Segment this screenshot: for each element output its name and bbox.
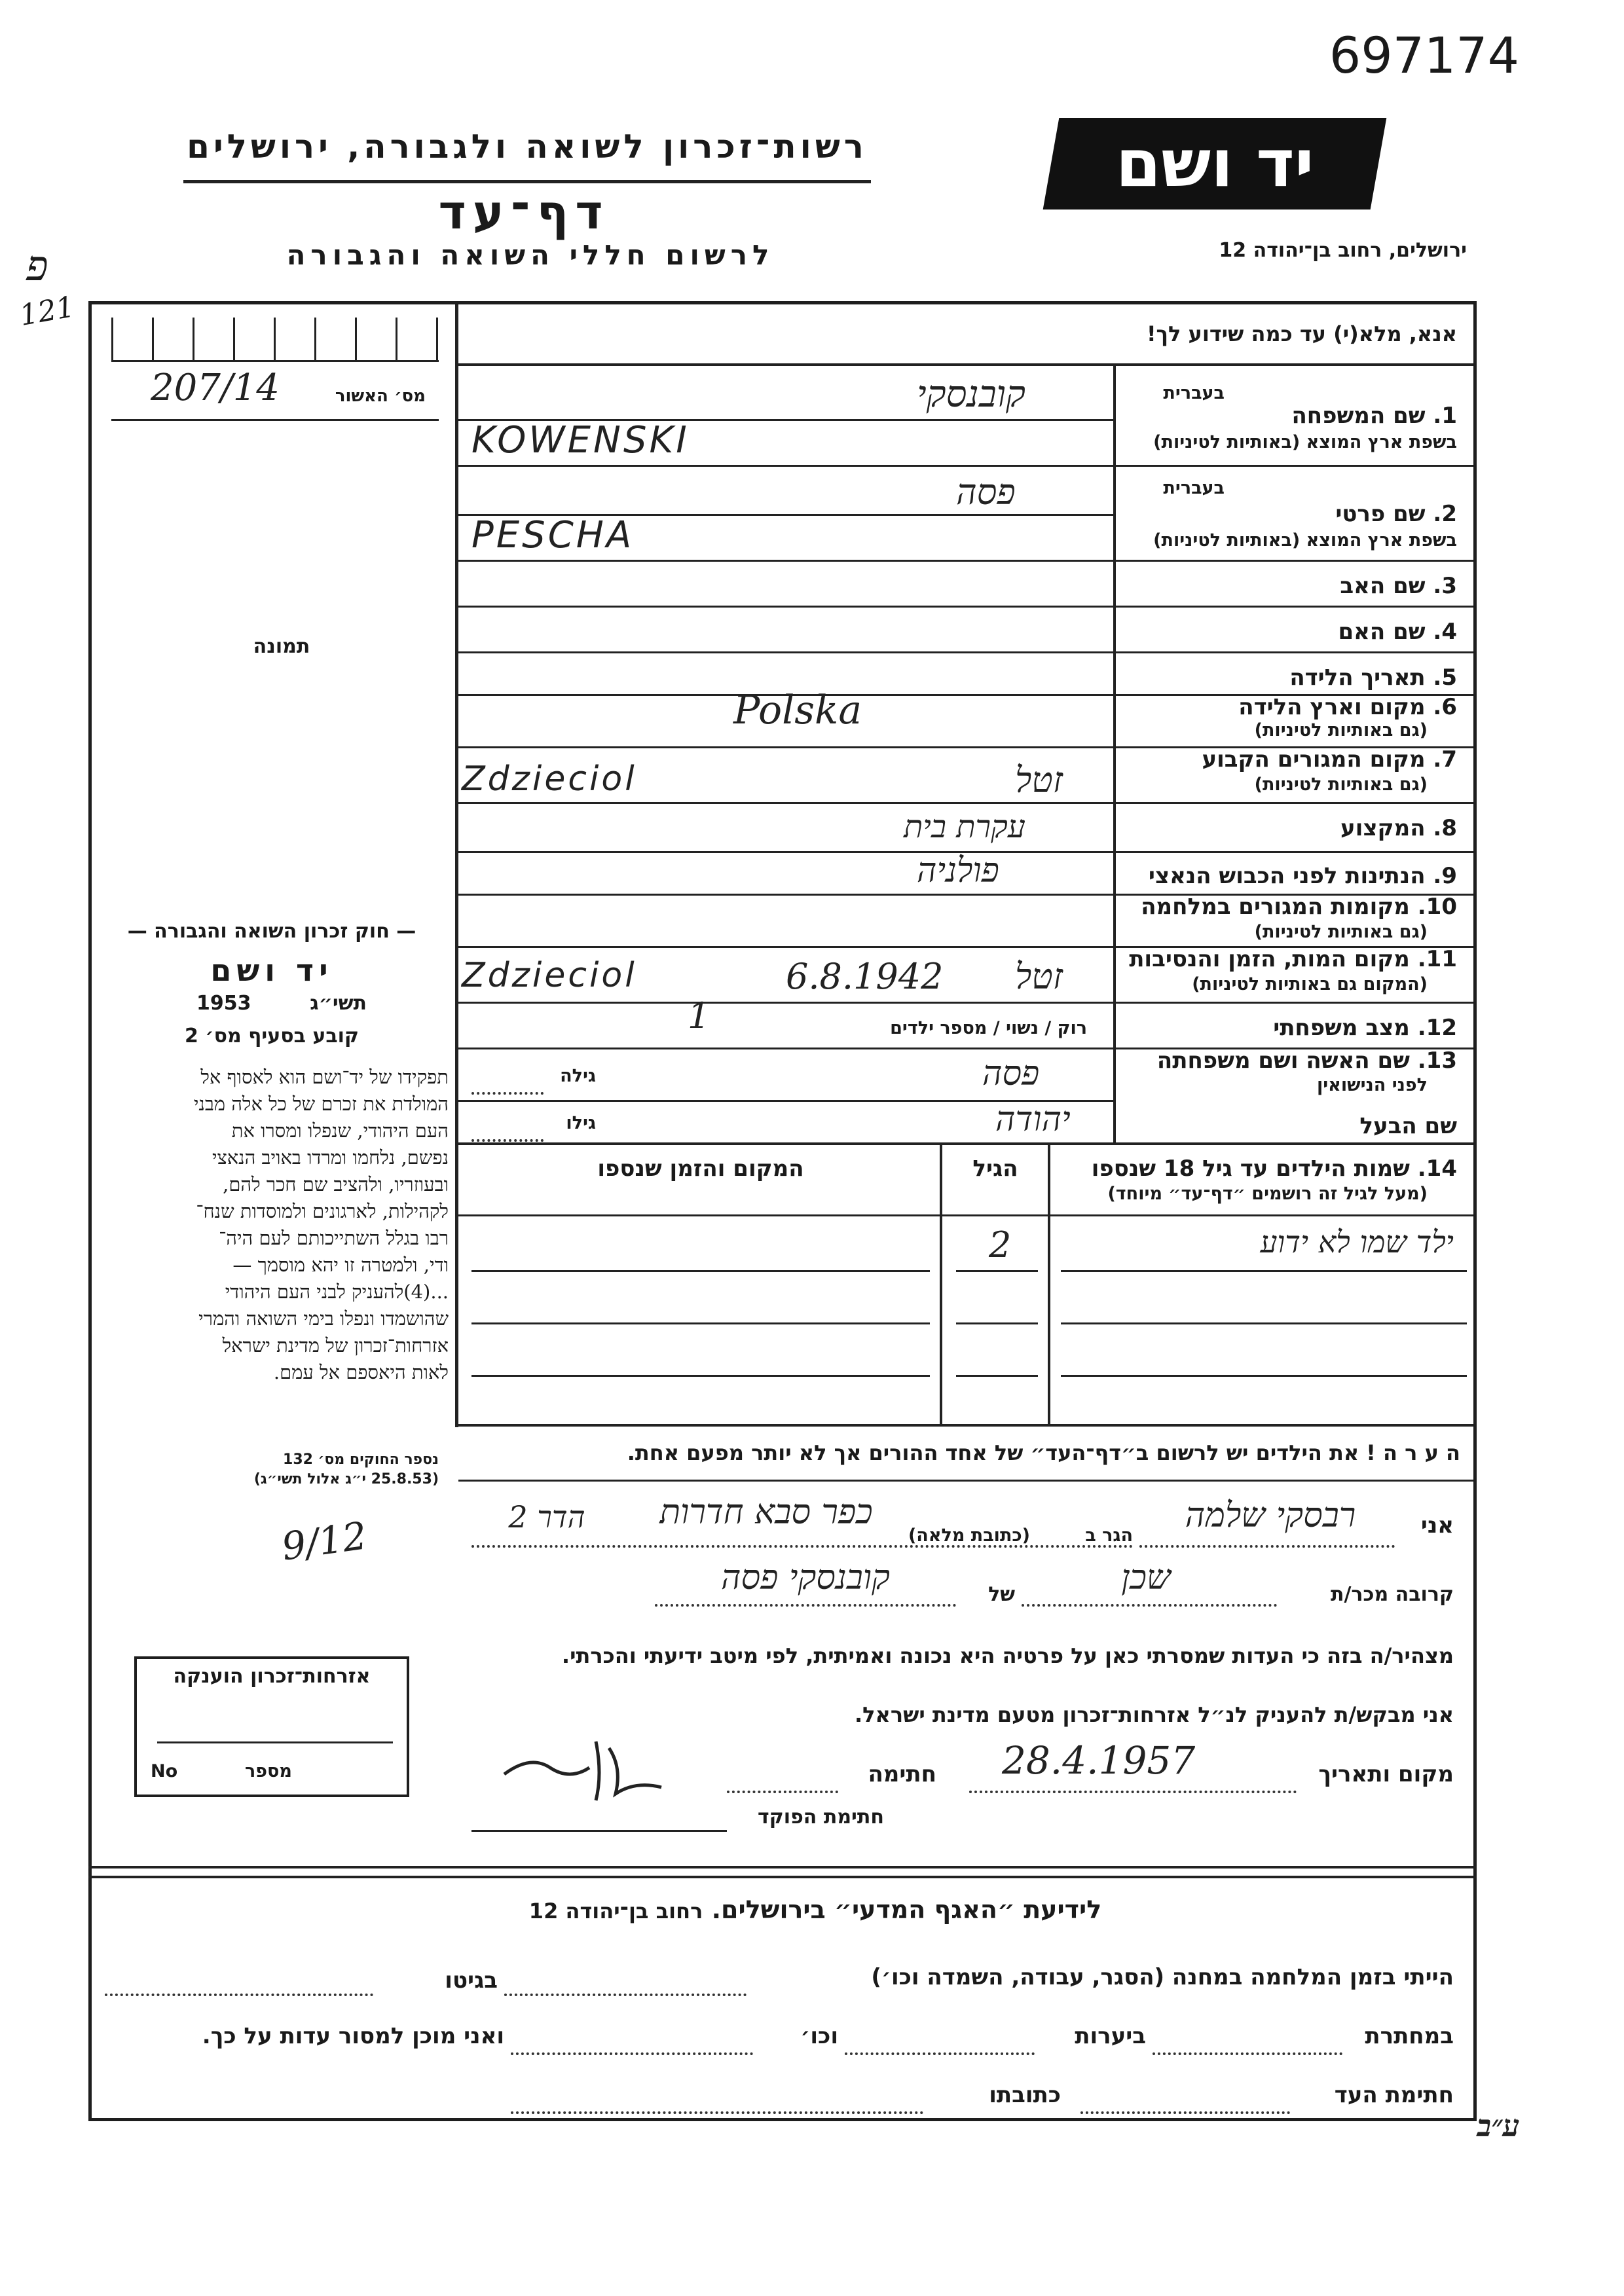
yad-vashem-logo: יד ושם [1043, 118, 1387, 210]
family-name-hebrew[interactable]: קובנסקי [917, 373, 1026, 416]
grant-number-sign: No [151, 1761, 178, 1781]
field-12-label: 12. מצב משפחתי [1273, 1015, 1457, 1041]
wife-age-label: גילה [560, 1066, 596, 1086]
marital-children-count[interactable]: 1 [688, 995, 710, 1036]
death-date[interactable]: 6.8.1942 [786, 956, 944, 997]
field-1-lang: בעברית [1163, 383, 1225, 403]
law-title: — חוק זכרון השואה והגבורה — [127, 920, 416, 943]
law-name: יד ושם [210, 953, 333, 988]
margin-letter: פ [26, 242, 48, 291]
field-2-sub: בשפת ארץ המוצא (באותיות לטיניות) [1153, 530, 1457, 551]
gazette-ref: נספר החוקים מס׳ 132 (25.8.53 י״ג אלול תשי״ג) [253, 1451, 439, 1487]
field-7-sub: (גם באותיות לטיניות) [1254, 774, 1428, 795]
declarant-address[interactable]: כפר סבא חדרות [659, 1493, 873, 1532]
field-10-sub: (גם באותיות לטיניות) [1254, 922, 1428, 942]
footer-title-row: לידיעת ״האגף המדעי״ בירושלים. רחוב בן־יהודה 12 [528, 1895, 1102, 1924]
relation-value[interactable]: שכן [1121, 1558, 1171, 1597]
children-label: 14. שמות הילדים עד גיל 18 שנספו [1091, 1156, 1457, 1182]
law-year-he: תשי״ג [310, 992, 367, 1015]
citizenship-value[interactable]: פולניה [917, 851, 999, 890]
first-name-latin[interactable]: PESCHA [471, 514, 635, 556]
footer-ready: ואני מוכן למסור עדות על כך. [202, 2023, 504, 2049]
declarant-address-number[interactable]: 9/12 [278, 1513, 370, 1569]
authority-name: רשות־זכרון לשואה ולגבורה, ירושלים [187, 128, 868, 166]
declarant-signature[interactable] [491, 1728, 714, 1807]
field-6-sub: (גם באותיות לטיניות) [1254, 720, 1428, 740]
resides-label: הגר ב [1085, 1525, 1133, 1546]
footer-hiding: במחתרת [1365, 2023, 1454, 2049]
family-name-latin[interactable]: KOWENSKI [471, 419, 690, 462]
children-sub: (מעל לגיל זה רושמים ״דף־עד״ מיוחד) [1107, 1184, 1428, 1204]
birthplace-latin[interactable]: Polska [733, 687, 862, 733]
declarant-name[interactable]: רבסקי שלמה [1185, 1496, 1356, 1535]
children-age-header: הגיל [972, 1156, 1018, 1182]
husband-name-value[interactable]: יהודה [995, 1100, 1071, 1139]
first-name-hebrew[interactable]: פסה [956, 471, 1016, 513]
footer-ghetto: בגיטו [445, 1967, 498, 1994]
signature-label: חתימה [868, 1761, 936, 1787]
field-13-sub: לפני הנישואין [1316, 1075, 1428, 1095]
law-year-row [196, 992, 367, 1015]
law-clause: קובע בסעיף מס׳ 2 [184, 1025, 360, 1048]
signature-scribble [491, 1728, 714, 1807]
top-handwritten-number: 697174 [1329, 26, 1519, 84]
approval-label: מס׳ האשור [335, 386, 426, 406]
field-1-sub: בשפת ארץ המוצא (באותיות לטיניות) [1153, 432, 1457, 452]
footer-camp-line: הייתי בזמן המלחמה במחנה (הסגר, עבודה, השמדה וכו׳) [871, 1964, 1454, 1990]
field-6-label: 6. מקום וארץ הלידה [1238, 694, 1457, 720]
field-9-label: 9. הנתינות לפני הכבוש הנאצי [1148, 863, 1457, 889]
relation-label: קרובה מכר/ת [1330, 1583, 1454, 1606]
declarant-address-extra[interactable]: הדר 2 [508, 1499, 585, 1535]
of-label: של [988, 1583, 1015, 1606]
law-year: 1953 [196, 992, 251, 1015]
grant-number-label: מספר [245, 1761, 292, 1781]
field-5-label: 5. תאריך הלידה [1289, 665, 1457, 691]
husband-age-label: גילו [566, 1113, 596, 1133]
children-note: ה ע ר ה ! את הילדים יש לרשום ב״דף־העד״ של אחד ההורים אך לא יותר מפעם אחת. [627, 1440, 1460, 1465]
photo-label: תמונה [253, 635, 310, 658]
field-10-label: 10. מקומות המגורים במלחמה [1141, 894, 1457, 920]
header-address: ירושלים, רחוב בן־יהודה 12 [1219, 239, 1467, 262]
address-label: (כתובת מלאה) [908, 1525, 1031, 1546]
field-8-label: 8. המקצוע [1340, 815, 1457, 841]
approval-number[interactable]: 207/14 [151, 367, 280, 409]
field-7-label: 7. מקום המגורים הקבוע [1202, 746, 1457, 773]
field-4-label: 4. שם האם [1338, 619, 1457, 645]
field-3-label: 3. שם האב [1340, 573, 1457, 599]
declaration-request: אני מבקש/ת להעניק לנ״ל אזרחות־זכרון מטעם מדינת ישראל. [855, 1702, 1454, 1727]
page-title: דף־עד [438, 185, 610, 240]
approval-boxes [111, 318, 439, 362]
law-text: תפקידו של יד־ושם הוא לאסוף אל המולדת את זכרם של כל אלה מבני העם היהודי, שנפלו ומסרו את נפשם, נלחמו ומרדו באויב הנאצי ובעוזריו, ולהציב שם חכר להם, לקהילות, לארגונים ולמוסדות שנח־ רבו בגלל השתייכותם לעם היה־ ודי, ולמטרה זו יהא מוסמך — ...(4)להעניק לבני העם היהודי שהושמדו ונפלו בימי השואה והמרי אזרחות־זכרון של מדינת ישראל לאות היאספם אל עמם. [193, 1066, 449, 1383]
official-signature-label: חתימת הפוקד [758, 1806, 884, 1829]
field-13-label: 13. שם האשה ושם משפחתה [1156, 1048, 1457, 1074]
footer-forests: ביערות [1075, 2023, 1146, 2049]
place-date-label: מקום ותאריך [1318, 1761, 1454, 1787]
margin-number: 121 [17, 290, 77, 333]
marital-options: רוק / נשוי / מספר ילדים [890, 1018, 1087, 1038]
child-1-age[interactable]: 2 [989, 1224, 1012, 1266]
field-2-lang: בעברית [1163, 478, 1225, 498]
footer-witness-signature: חתימת העד [1334, 2082, 1454, 2108]
field-2-label: 2. שם פרטי [1335, 501, 1457, 527]
declaration-ani: אני [1420, 1512, 1454, 1539]
residence-hebrew[interactable]: זטל [1015, 759, 1063, 801]
wife-name-value[interactable]: פסה [982, 1054, 1040, 1093]
husband-label: שם הבעל [1359, 1113, 1457, 1139]
page-subtitle: לרשום חללי השואה והגבורה [286, 239, 775, 271]
children-place-header: המקום והזמן שנספו [597, 1156, 804, 1182]
footer-etc: וכו׳ [800, 2023, 838, 2049]
form-intro: אנא, מלא(י) עד כמה שידוע לך! [1146, 321, 1457, 346]
footer-address-label: כתובתו [989, 2082, 1061, 2108]
declaration-date[interactable]: 28.4.1957 [1002, 1738, 1196, 1783]
residence-latin[interactable]: Zdzieciol [462, 759, 637, 799]
field-11-sub: (המקום גם באותיות לטיניות) [1192, 974, 1428, 994]
grant-box-title: אזרחות־זכרון הוענקה [173, 1665, 371, 1688]
child-1-name[interactable]: ילד שמו לא ידוע [1260, 1224, 1454, 1260]
declaration-statement: מצהיר/ה בזה כי העדות שמסרתי כאן על פרטיה היא נכונה ואמיתית, לפי מיטב ידיעתי והכרתי. [561, 1643, 1454, 1668]
field-11-label: 11. מקום המות, הזמן והנסיבות [1129, 946, 1457, 972]
field-1-label: 1. שם המשפחה [1291, 403, 1457, 429]
of-name-value[interactable]: קובנסקי פסה [721, 1558, 890, 1597]
profession-value[interactable]: עקרת בית [904, 809, 1025, 845]
death-place-hebrew[interactable]: זטל [1015, 956, 1063, 997]
death-place-latin[interactable]: Zdzieciol [462, 956, 637, 995]
corner-stamp: ע״ב [1477, 2108, 1520, 2143]
